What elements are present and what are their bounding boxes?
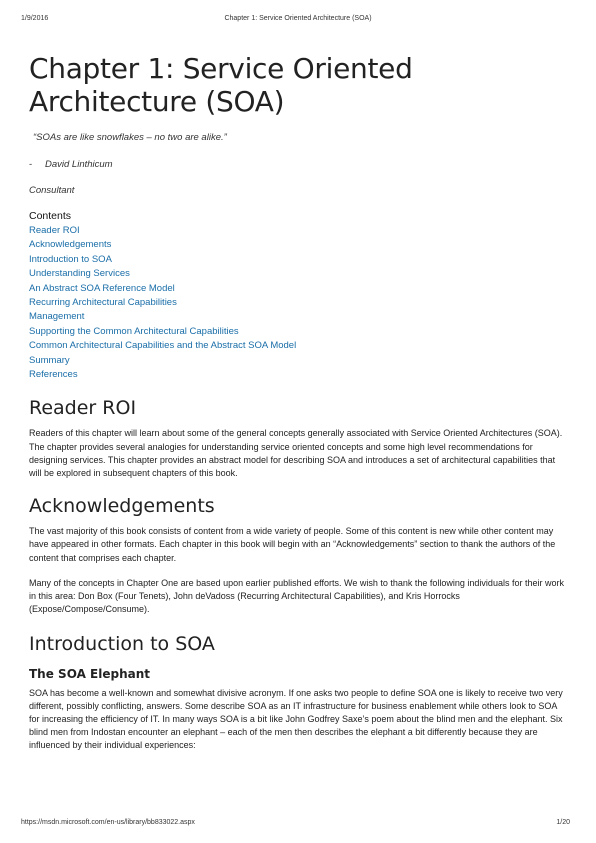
document-body [29, 52, 569, 753]
introduction-text: SOA has become a well-known and somewhat divisive acronym. If one asks two people to define SOA one is likely to receive two very different, possibly conflicting, answers. Some describe SOA as an IT infrastructure for business enablement while others look to SOA for increasing the efficiency of IT. In many ways SOA is a bit like John Godfrey Saxe’s poem about the blind men and the elephant. Six blind men from Indostan encounter an elephant – each of the men then describes the elephant a bit differently because they are influenced by their individual experiences: [29, 687, 563, 751]
footer-url[interactable]: https://msdn.microsoft.com/en-us/library/bb833022.aspx [21, 819, 195, 826]
reader-roi-heading: Reader ROI [29, 397, 137, 420]
author-dash: - [29, 159, 33, 170]
toc-link-recurring-capabilities[interactable]: Recurring Architectural Capabilities [29, 297, 177, 309]
toc-link-acknowledgements[interactable]: Acknowledgements [29, 239, 112, 251]
toc-link-reference-model[interactable]: An Abstract SOA Reference Model [29, 282, 175, 294]
toc-link-summary[interactable]: Summary [29, 354, 70, 366]
toc-link-management[interactable]: Management [29, 311, 85, 323]
header-title: Chapter 1: Service Oriented Architecture (SOA) [224, 15, 372, 22]
section-introduction [29, 632, 569, 753]
section-reader-roi [29, 396, 569, 480]
epigraph-quote: “SOAs are like snowflakes – no two are alike.” [33, 132, 227, 143]
epigraph-author [29, 159, 569, 170]
page-title: Chapter 1: Service Oriented Architecture (SOA) [29, 52, 413, 118]
acknowledgements-para-1: The vast majority of this book consists of content from a wide variety of people. Some of this content is new while other content may have appeared in other formats. Each chapter in this book will begin with an “Acknowledgements” section to thank the authors of the content that comprises each chapter. [29, 526, 556, 563]
acknowledgements-para-2: Many of the concepts in Chapter One are based upon earlier published efforts. We wish to thank the following individuals for their work in this area: Don Box (Four Tenets), John deVadoss (Recurring Architectural Capabilities), and Kris Horrocks (Expose/Compose/Consume). [29, 577, 564, 615]
section-acknowledgements [29, 494, 569, 616]
reader-roi-text: Readers of this chapter will learn about some of the general concepts generally associated with Service Oriented Architectures (SOA). The chapter provides several analogies for understanding service oriented concepts and some high level recommendations for designing services. This chapter provides an abstract model for describing SOA and introduces a set of architectural capabilities that will be explored in subsequent chapters of this book. [29, 428, 563, 479]
soa-elephant-subheading: The SOA Elephant [29, 666, 150, 681]
toc-link-supporting-capabilities[interactable]: Supporting the Common Architectural Capabilities [29, 325, 239, 337]
toc-link-understanding-services[interactable]: Understanding Services [29, 268, 130, 280]
table-of-contents [29, 224, 569, 382]
introduction-heading: Introduction to SOA [29, 632, 215, 655]
author-name: David Linthicum [45, 159, 113, 170]
header-date: 1/9/2016 [21, 15, 49, 22]
toc-link-common-capabilities[interactable]: Common Architectural Capabilities and the Abstract SOA Model [29, 340, 297, 352]
acknowledgements-heading: Acknowledgements [29, 495, 215, 518]
toc-title: Contents [29, 210, 72, 222]
toc-link-introduction[interactable]: Introduction to SOA [29, 253, 112, 265]
author-role: Consultant [29, 185, 75, 196]
footer-page-number: 1/20 [556, 819, 570, 826]
toc-link-reader-roi[interactable]: Reader ROI [29, 225, 80, 236]
toc-link-references[interactable]: References [29, 369, 78, 381]
